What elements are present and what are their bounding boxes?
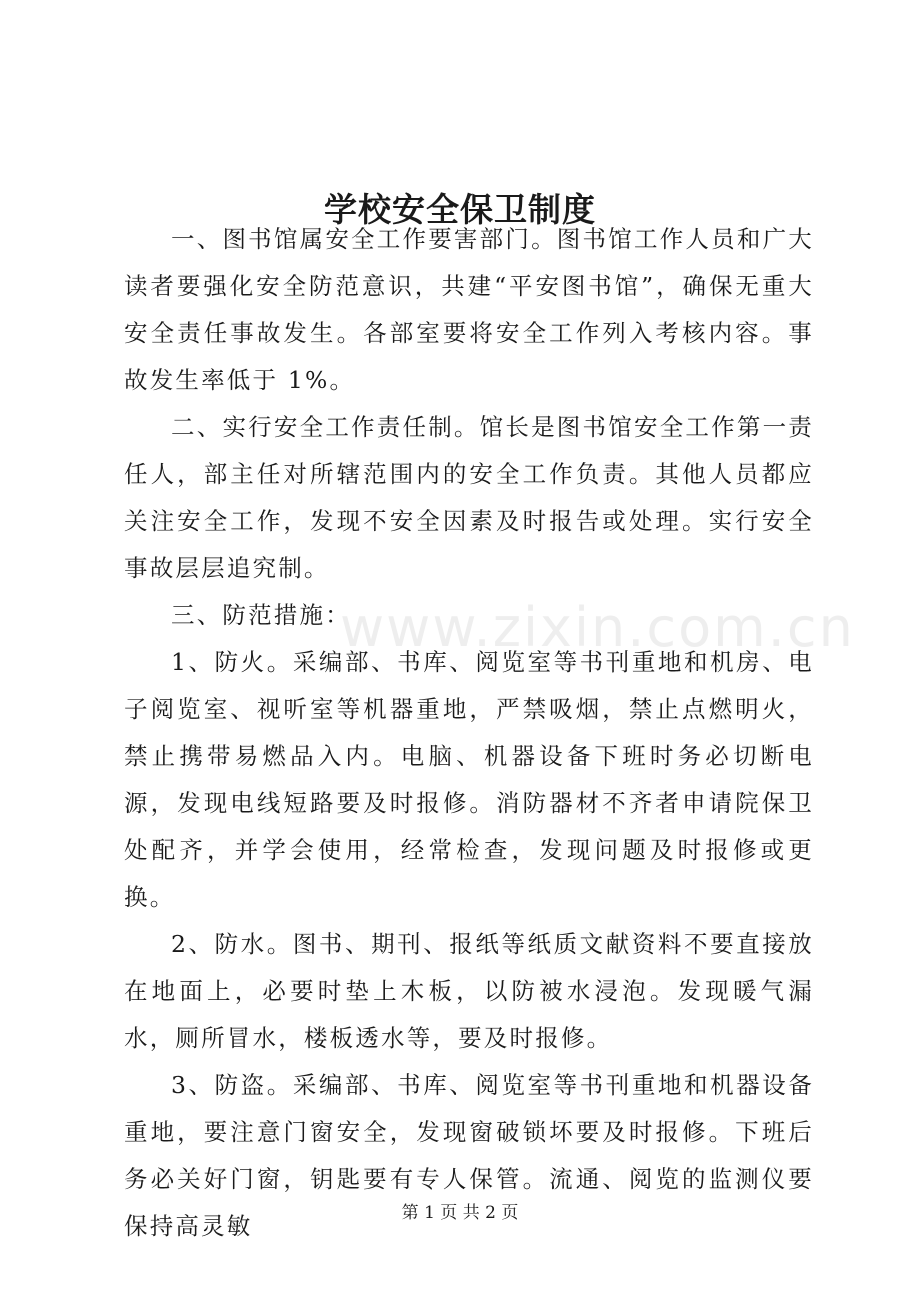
paragraph-theft-prevention: 3、防盗。采编部、书库、阅览室等书刊重地和机器设备重地，要注意门窗安全，发现窗破锁坏要及时报修。下班后务必关好门窗，钥匙要有专人保管。流通、阅览的监测仪要保持高灵敏 xyxy=(124,1071,814,1240)
paragraph-fire-prevention: 1、防火。采编部、书库、阅览室等书刊重地和机房、电子阅览室、视听室等机器重地，严禁吸烟，禁止点燃明火，禁止携带易燃品入内。电脑、机器设备下班时务必切断电源，发现电线短路要及时报修。消防器材不齐者申请院保卫处配齐，并学会使用，经常检查，发现问题及时报修或更换。 xyxy=(124,648,814,911)
paragraph-responsibility-system: 二、实行安全工作责任制。馆长是图书馆安全工作第一责任人，部主任对所辖范围内的安全工作负责。其他人员都应关注安全工作，发现不安全因素及时报告或处理。实行安全事故层层追究制。 xyxy=(124,413,814,582)
paragraph-library-safety: 一、图书馆属安全工作要害部门。图书馆工作人员和广大读者要强化安全防范意识，共建“平安图书馆”，确保无重大安全责任事故发生。各部室要将安全工作列入考核内容。事故发生率低于 1%。 xyxy=(124,225,814,394)
page-footer: 第 1 页 共 2 页 xyxy=(401,1203,519,1223)
paragraph-prevention-heading: 三、防范措施： xyxy=(171,601,351,629)
watermark-text: www.zixin.com.cn xyxy=(340,596,855,659)
document-body xyxy=(124,216,814,1250)
paragraph-water-prevention: 2、防水。图书、期刊、报纸等纸质文献资料不要直接放在地面上，必要时垫上木板，以防被水浸泡。发现暖气漏水，厕所冒水，楼板透水等，要及时报修。 xyxy=(124,930,814,1052)
document-title: 学校安全保卫制度 xyxy=(324,190,596,230)
